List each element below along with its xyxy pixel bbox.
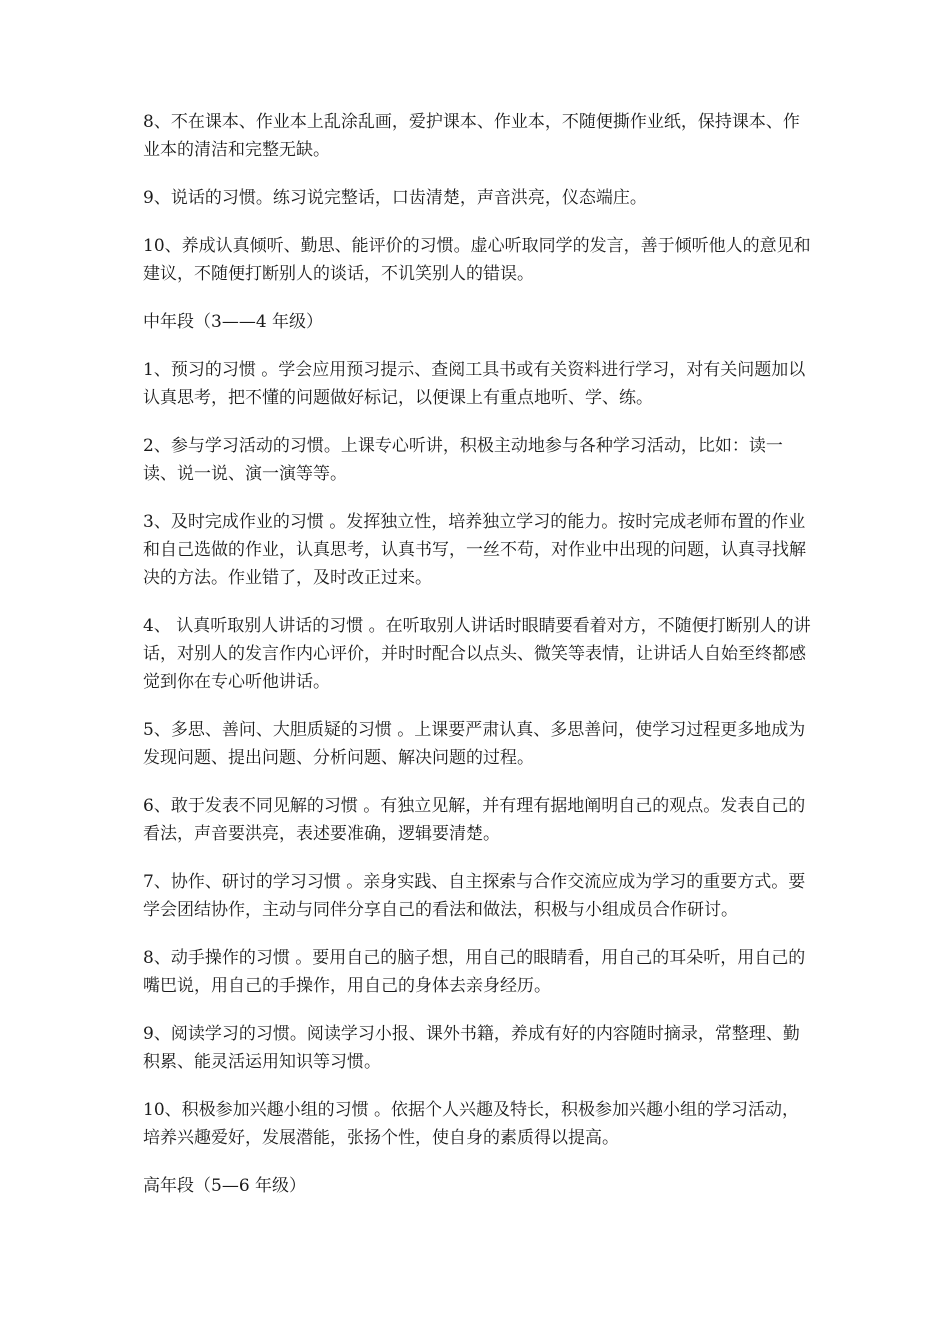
lower-item-9: 9、说话的习惯。练习说完整话，口齿清楚，声音洪亮，仪态端庄。 [143, 188, 647, 208]
middle-item-5: 5、多思、善问、大胆质疑的习惯 。上课要严肃认真、多思善问，使学习过程更多地成为发现问题、提出问题、分析问题、解决问题的过程。 [143, 720, 806, 768]
lower-item-10: 10、养成认真倾听、勤思、能评价的习惯。虚心听取同学的发言，善于倾听他人的意见和建议，不随便打断别人的谈话，不讥笑别人的错误。 [143, 236, 811, 284]
document-body [143, 108, 813, 1220]
middle-item-6: 6、敢于发表不同见解的习惯 。有独立见解，并有理有据地阐明自己的观点。发表自己的看法，声音要洪亮，表述要准确，逻辑要清楚。 [143, 796, 806, 844]
middle-item-10: 10、积极参加兴趣小组的习惯 。依据个人兴趣及特长，积极参加兴趣小组的学习活动，培养兴趣爱好，发展潜能，张扬个性，使自身的素质得以提高。 [143, 1100, 800, 1148]
middle-item-8: 8、动手操作的习惯 。要用自己的脑子想，用自己的眼睛看，用自己的耳朵听，用自己的嘴巴说，用自己的手操作，用自己的身体去亲身经历。 [143, 948, 806, 996]
middle-item-7: 7、协作、研讨的学习习惯 。亲身实践、自主探索与合作交流应成为学习的重要方式。要学会团结协作，主动与同伴分享自己的看法和做法，积极与小组成员合作研讨。 [143, 872, 806, 920]
middle-item-2: 2、参与学习活动的习惯。上课专心听讲，积极主动地参与各种学习活动，比如：读一读、说一说、演一演等等。 [143, 436, 783, 484]
middle-item-3: 3、及时完成作业的习惯 。发挥独立性，培养独立学习的能力。按时完成老师布置的作业和自己选做的作业，认真思考，认真书写，一丝不苟，对作业中出现的问题，认真寻找解决的方法。作业错了，及时改正过来。 [143, 512, 806, 588]
middle-item-9: 9、阅读学习的习惯。阅读学习小报、课外书籍，养成有好的内容随时摘录，常整理、勤积累、能灵活运用知识等习惯。 [143, 1024, 800, 1072]
lower-item-8: 8、不在课本、作业本上乱涂乱画，爱护课本、作业本，不随便撕作业纸，保持课本、作业本的清洁和完整无缺。 [143, 112, 800, 160]
middle-grade-heading: 中年段（3——4 年级） [143, 312, 324, 332]
middle-item-1: 1、预习的习惯 。学会应用预习提示、查阅工具书或有关资料进行学习，对有关问题加以认真思考，把不懂的问题做好标记，以便课上有重点地听、学、练。 [143, 360, 806, 408]
upper-grade-heading: 高年段（5—6 年级） [143, 1176, 307, 1196]
middle-item-4: 4、 认真听取别人讲话的习惯 。在听取别人讲话时眼睛要看着对方，不随便打断别人的讲话，对别人的发言作内心评价，并时时配合以点头、微笑等表情，让讲话人自始至终都感觉到你在专心听他讲话。 [143, 616, 811, 692]
